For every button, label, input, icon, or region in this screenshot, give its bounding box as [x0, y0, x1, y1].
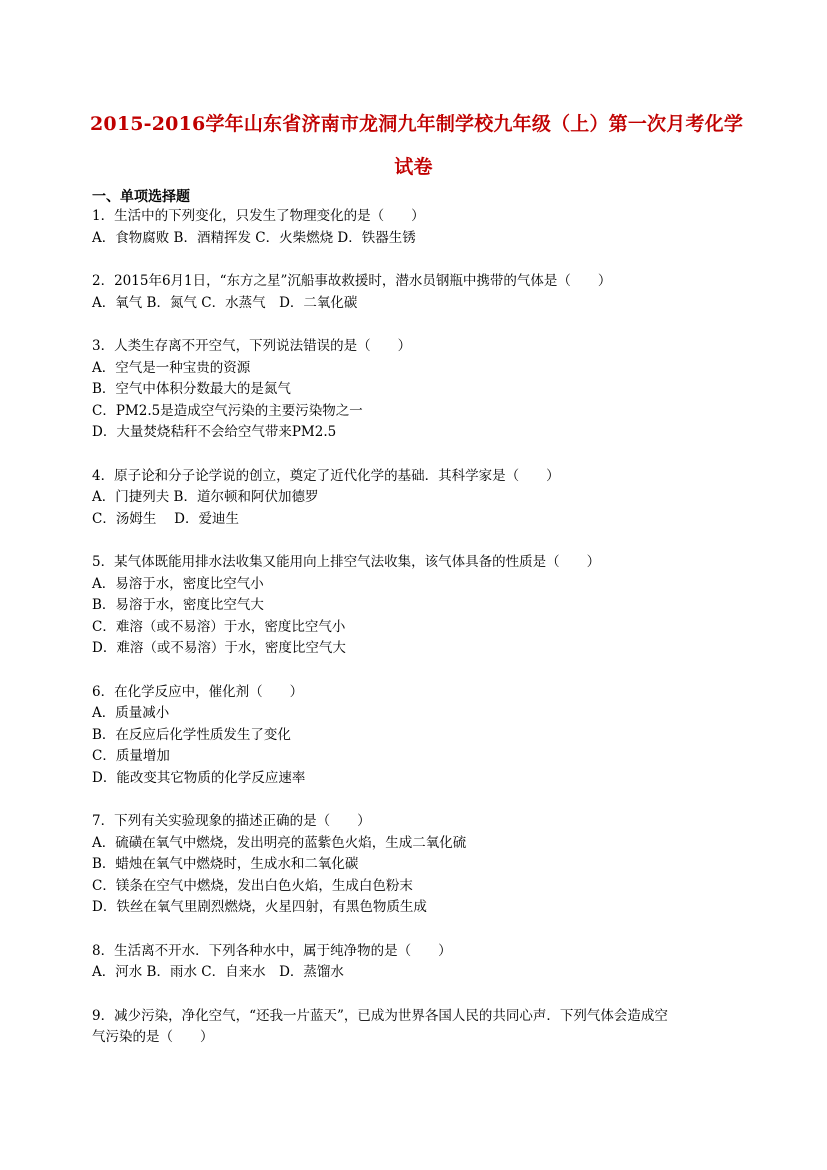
section-heading: 一、单项选择题	[92, 189, 190, 205]
question-1-options: A．食物腐败 B．酒精挥发 C．火柴燃烧 D．铁器生锈	[92, 229, 416, 246]
question-3-option-a: A．空气是一种宝贵的资源	[92, 359, 251, 376]
question-6-option-d: D．能改变其它物质的化学反应速率	[92, 769, 306, 786]
question-4-options-cd: C．汤姆生 D．爱迪生	[92, 510, 239, 527]
question-list	[92, 206, 742, 1071]
question-6-option-b: B．在反应后化学性质发生了变化	[92, 726, 291, 743]
question-8-options: A．河水 B．雨水 C．自来水 D．蒸馏水	[92, 964, 344, 980]
question-4	[92, 466, 742, 531]
question-8	[92, 941, 742, 984]
question-5	[92, 552, 742, 660]
question-5-option-d: D．难溶（或不易溶）于水，密度比空气大	[92, 640, 346, 656]
question-5-option-b: B．易溶于水，密度比空气大	[92, 597, 264, 613]
question-5-option-c: C．难溶（或不易溶）于水，密度比空气小	[92, 618, 346, 635]
question-3-option-c: C．PM2.5是造成空气污染的主要污染物之一	[92, 402, 363, 419]
question-7	[92, 811, 742, 919]
question-6	[92, 682, 742, 790]
question-6-stem: 6．在化学反应中，催化剂（ ）	[92, 683, 304, 700]
question-4-options-ab: A．门捷列夫 B．道尔顿和阿伏加德罗	[92, 489, 319, 505]
question-3-stem: 3．人类生存离不开空气，下列说法错误的是（ ）	[92, 338, 412, 354]
question-7-option-a: A．硫磺在氧气中燃烧，发出明亮的蓝紫色火焰，生成二氧化硫	[92, 834, 467, 851]
question-3	[92, 336, 742, 444]
question-1	[92, 206, 742, 249]
question-3-option-d: D．大量焚烧秸秆不会给空气带来PM2.5	[92, 424, 337, 440]
question-2-options: A．氧气 B．氮气 C．水蒸气 D．二氧化碳	[92, 294, 358, 311]
question-5-option-a: A．易溶于水，密度比空气小	[92, 575, 264, 592]
question-3-option-b: B．空气中体积分数最大的是氮气	[92, 381, 291, 397]
question-6-option-c: C．质量增加	[92, 748, 170, 764]
exam-title-line-1: 2015-2016学年山东省济南市龙洞九年制学校九年级（上）第一次月考化学	[90, 113, 744, 135]
question-9-stem-line-1: 9．减少污染，净化空气，“还我一片蓝天”，已成为世界各国人民的共同心声．下列气体会造成空	[92, 1007, 668, 1024]
question-5-stem: 5．某气体既能用排水法收集又能用向上排空气法收集，该气体具备的性质是（ ）	[92, 554, 601, 570]
exam-title-line-2: 试卷	[394, 156, 433, 178]
question-4-stem: 4．原子论和分子论学说的创立，奠定了近代化学的基础．其科学家是（ ）	[92, 467, 560, 484]
question-1-stem: 1．生活中的下列变化，只发生了物理变化的是（ ）	[92, 208, 425, 224]
question-8-stem: 8．生活离不开水．下列各种水中，属于纯净物的是（ ）	[92, 942, 452, 959]
question-2-stem: 2．2015年6月1日，“东方之星”沉船事故救援时，潜水员钢瓶中携带的气体是（ ）	[92, 273, 612, 289]
question-7-option-c: C．镁条在空气中燃烧，发出白色火焰，生成白色粉末	[92, 877, 413, 894]
question-7-option-d: D．铁丝在氧气里剧烈燃烧，火星四射，有黑色物质生成	[92, 899, 427, 915]
question-2	[92, 271, 742, 314]
question-7-option-b: B．蜡烛在氧气中燃烧时，生成水和二氧化碳	[92, 856, 359, 872]
question-6-option-a: A．质量减小	[92, 705, 170, 721]
question-9	[92, 1006, 742, 1049]
question-9-stem-line-2: 气污染的是（ ）	[92, 1029, 214, 1045]
question-7-stem: 7．下列有关实验现象的描述正确的是（ ）	[92, 813, 371, 829]
